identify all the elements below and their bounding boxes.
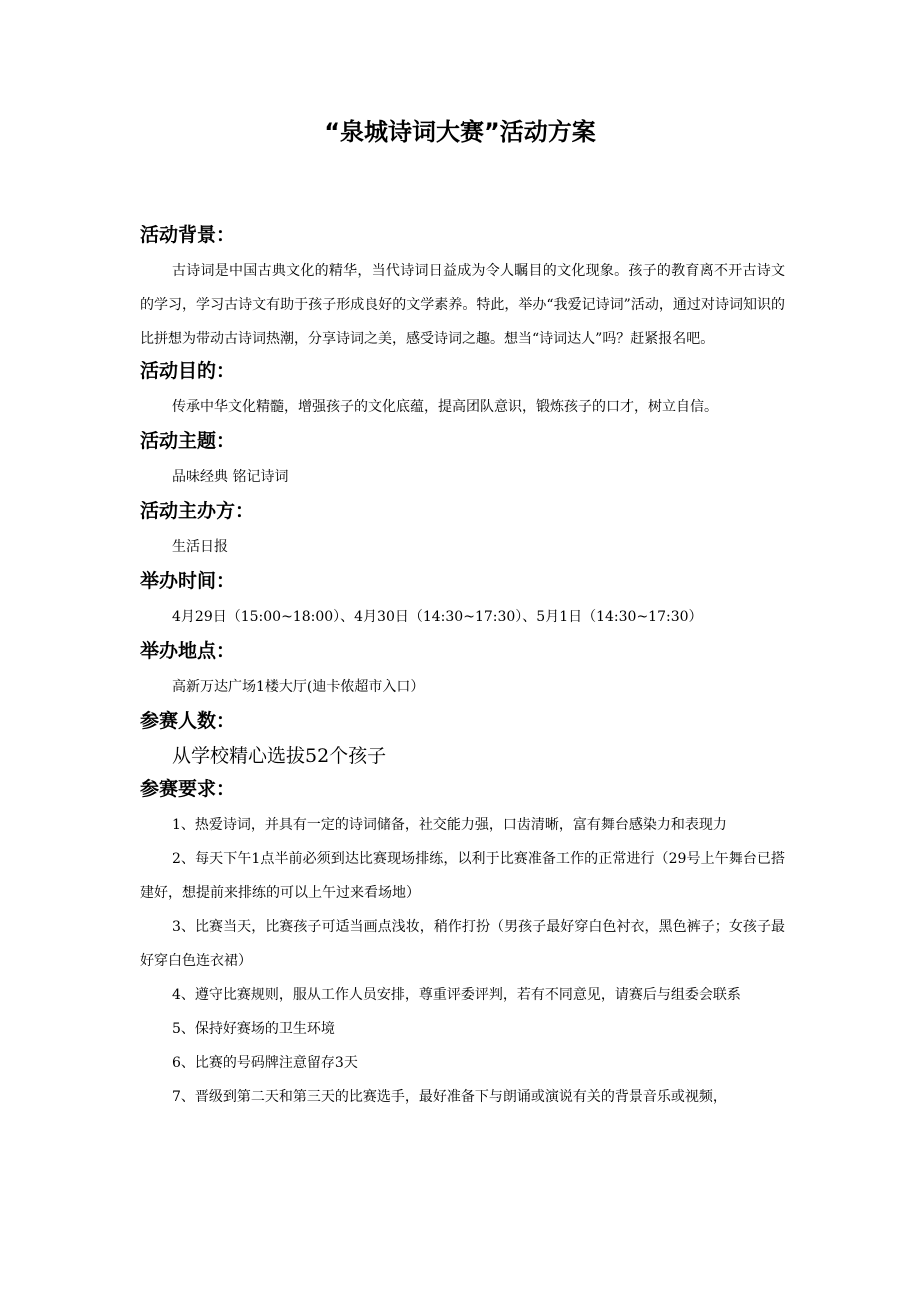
- section-purpose: [140, 358, 785, 424]
- section-heading-background: 活动背景：: [140, 224, 236, 246]
- section-text-time: 4月29日（15:00~18:00）、4月30日（14:30~17:30）、5月1日（14:30~17:30）: [172, 609, 703, 625]
- document-title: “泉城诗词大赛”活动方案: [324, 118, 596, 146]
- section-text-participants: 从学校精心选拔52个孩子: [172, 745, 387, 767]
- requirement-item-7: 7、晋级到第二天和第三天的比赛选手，最好准备下与朗诵或演说有关的背景音乐或视频，: [172, 1089, 727, 1105]
- requirements-list: [140, 808, 785, 1114]
- section-background: [140, 222, 785, 356]
- section-heading-organizer: 活动主办方：: [140, 500, 255, 522]
- requirement-item-5: 5、保持好赛场的卫生环境: [172, 1021, 335, 1037]
- section-heading-purpose: 活动目的：: [140, 360, 236, 382]
- section-participants: [140, 708, 785, 772]
- section-text-theme: 品味经典 铭记诗词: [172, 469, 289, 485]
- section-time: [140, 568, 785, 634]
- section-organizer: [140, 498, 785, 564]
- section-text-location: 高新万达广场1楼大厅(迪卡侬超市入口）: [172, 679, 425, 695]
- section-requirements: [140, 776, 785, 1114]
- requirement-item-6: 6、比赛的号码牌注意留存3天: [172, 1055, 358, 1071]
- section-heading-time: 举办时间：: [140, 570, 236, 592]
- requirement-item-3: 3、比赛当天，比赛孩子可适当画点浅妆，稍作打扮（男孩子最好穿白色衬衣，黑色裤子；女孩子最好穿白色连衣裙）: [140, 919, 785, 969]
- section-heading-location: 举办地点：: [140, 640, 236, 662]
- section-theme: [140, 428, 785, 494]
- document-body: [140, 222, 785, 1116]
- requirement-item-4: 4、遵守比赛规则，服从工作人员安排，尊重评委评判，若有不同意见，请赛后与组委会联系: [172, 987, 741, 1003]
- section-text-organizer: 生活日报: [172, 539, 228, 555]
- section-heading-theme: 活动主题：: [140, 430, 236, 452]
- section-location: [140, 638, 785, 704]
- section-text-background: 古诗词是中国古典文化的精华，当代诗词日益成为令人瞩目的文化现象。孩子的教育离不开古诗文的学习，学习古诗文有助于孩子形成良好的文学素养。特此，举办“我爱记诗词”活动，通过对诗词知识的比拼想为带动古诗词热潮，分享诗词之美，感受诗词之趣。想当“诗词达人”吗？赶紧报名吧。: [140, 263, 785, 347]
- section-heading-requirements: 参赛要求：: [140, 778, 236, 800]
- section-text-purpose: 传承中华文化精髓，增强孩子的文化底蕴，提高团队意识，锻炼孩子的口才，树立自信。: [172, 399, 718, 415]
- requirement-item-1: 1、热爱诗词，并具有一定的诗词储备，社交能力强，口齿清晰，富有舞台感染力和表现力: [172, 817, 727, 833]
- requirement-item-2: 2、每天下午1点半前必须到达比赛现场排练，以利于比赛准备工作的正常进行（29号上午舞台已搭建好，想提前来排练的可以上午过来看场地）: [140, 851, 785, 901]
- section-heading-participants: 参赛人数：: [140, 710, 236, 732]
